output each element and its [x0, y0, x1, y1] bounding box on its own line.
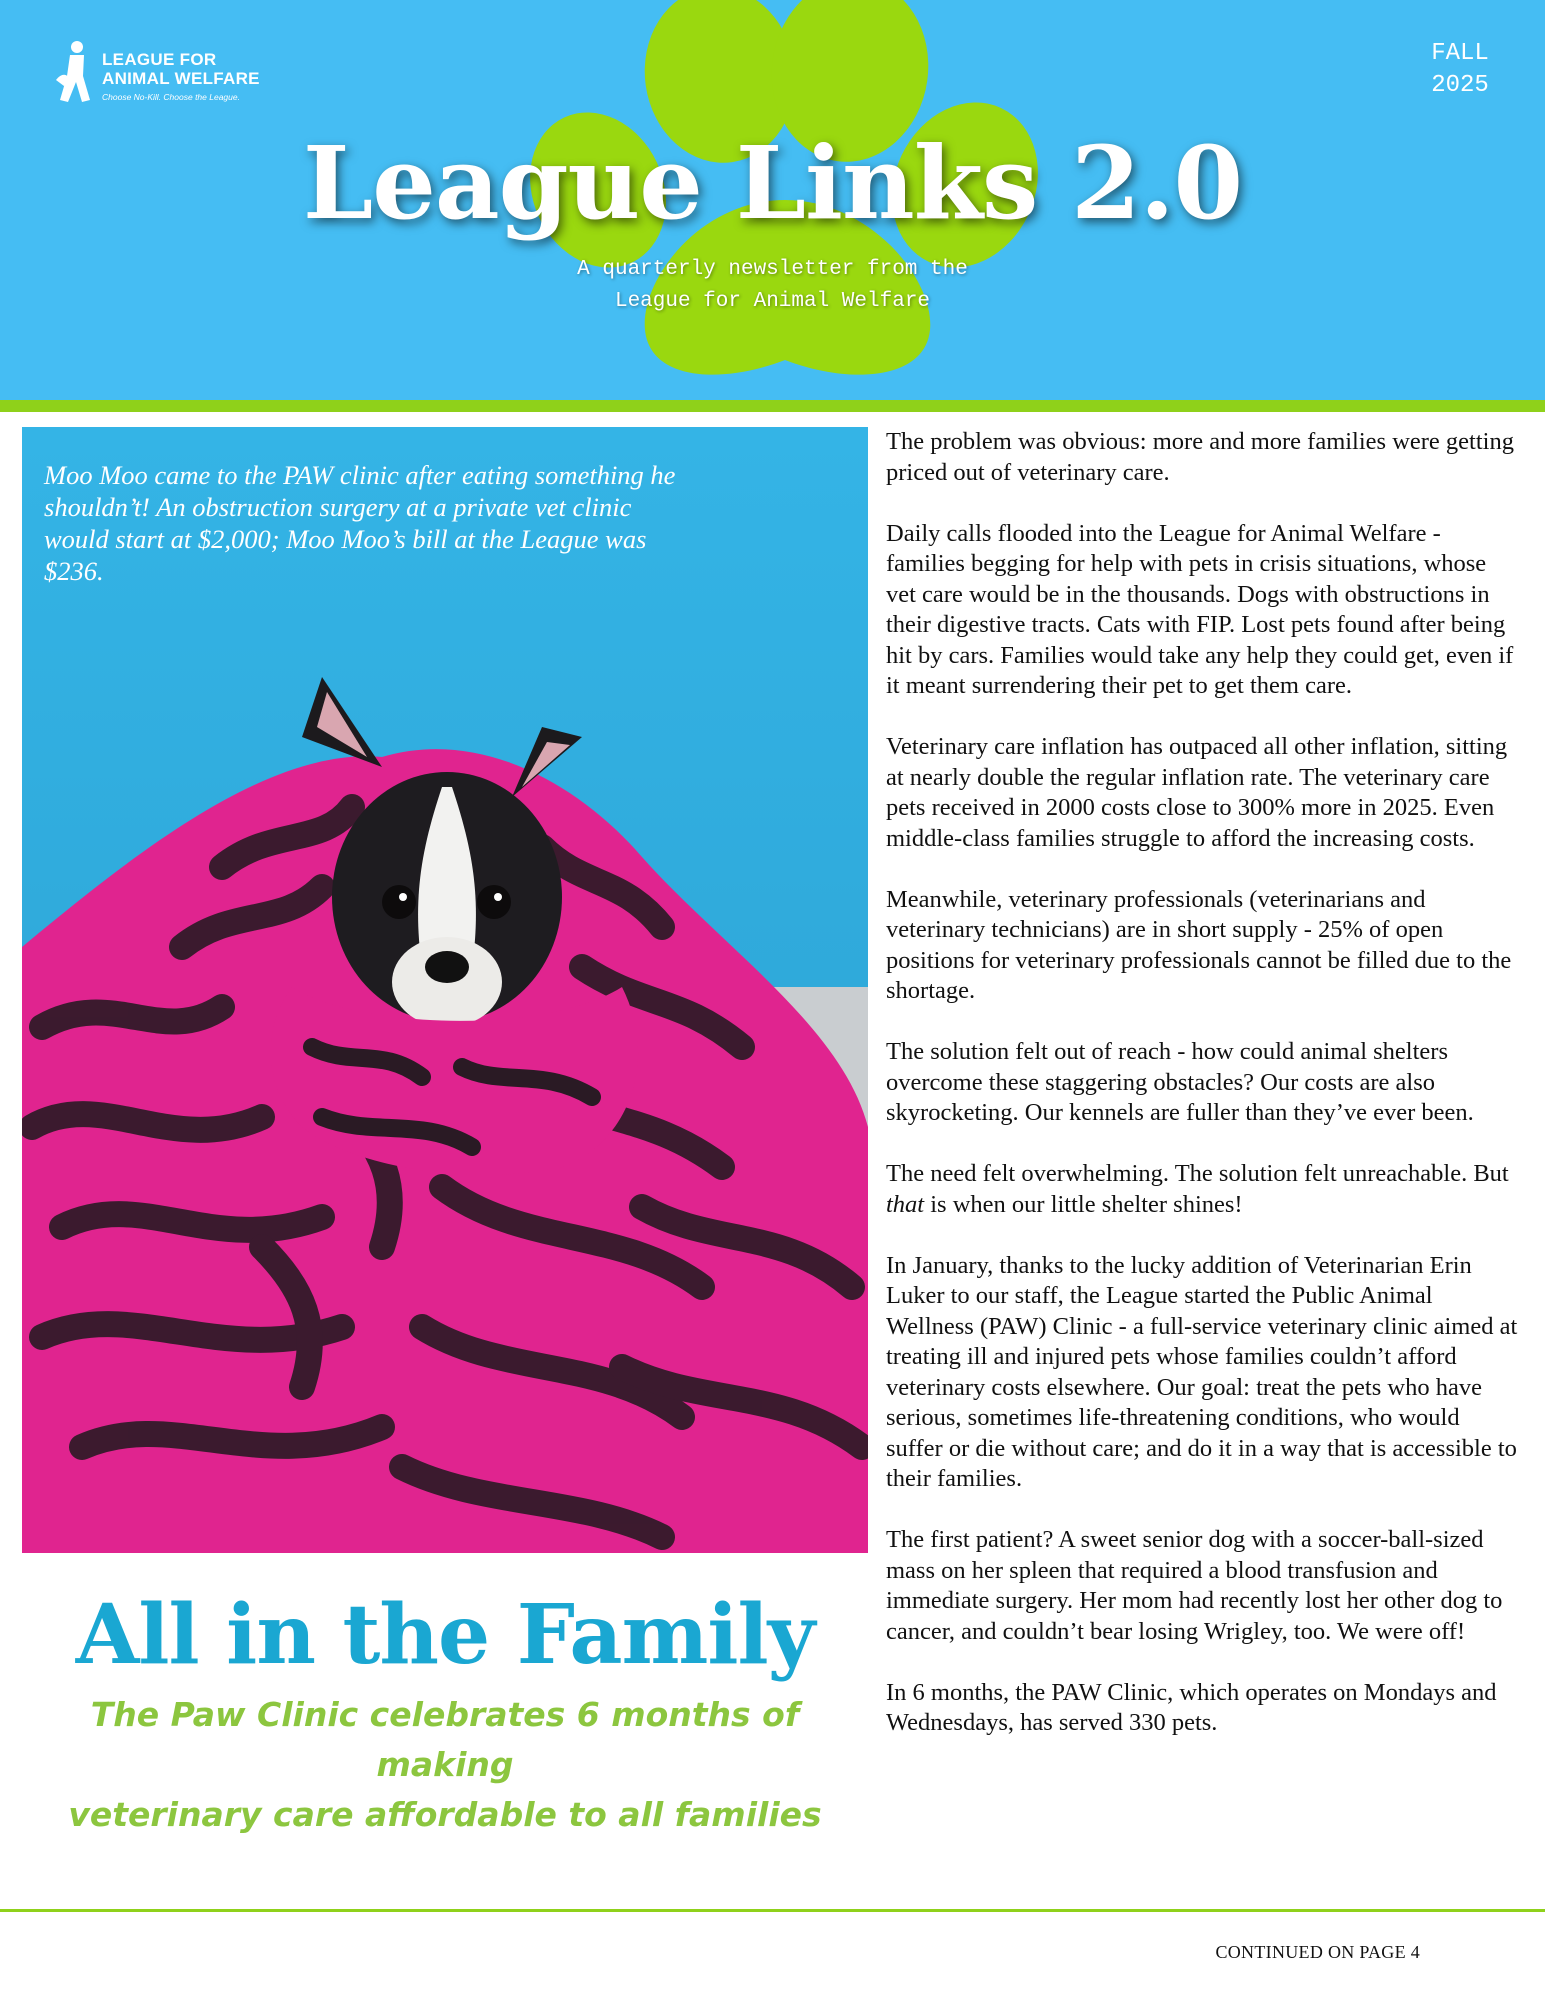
newsletter-title: League Links 2.0 [302, 124, 1243, 242]
paragraph: The solution felt out of reach - how could animal shelters overcome these staggering obstacles? Our costs are also skyrocketing. Our kennels are fuller than they’ve ever been. [886, 1038, 1474, 1126]
newsletter-tagline: A quarterly newsletter from the League for Animal Welfare [577, 258, 968, 313]
logo-name: LEAGUE FOR ANIMAL WELFARE [102, 50, 260, 88]
paragraph: The need felt overwhelming. The solution felt unreachable. But that is when our little shelter shines! [886, 1160, 1509, 1218]
running-person-logo-icon [50, 40, 98, 106]
logo-tagline: Choose No-Kill. Choose the League. [102, 92, 240, 102]
issue-season [1400, 38, 1520, 102]
masthead-banner [0, 0, 1545, 400]
feature-subhead: The Paw Clinic celebrates 6 months of making veterinary care affordable to all families [68, 1695, 822, 1834]
continued-link[interactable]: CONTINUED ON PAGE 4 [1215, 1942, 1420, 1962]
dog-photo [22, 427, 868, 1553]
feature-headline: All in the Family [75, 1587, 815, 1683]
photo-caption: Moo Moo came to the PAW clinic after eating something he shouldn’t! An obstruction surgery at a private vet clinic would start at $2,000; Moo Moo’s bill at the League was $236. [44, 460, 676, 586]
paragraph: In 6 months, the PAW Clinic, which operates on Mondays and Wednesdays, has served 330 pets. [886, 1678, 1497, 1736]
dog-in-blanket-illustration [22, 427, 868, 1553]
header-divider [0, 400, 1545, 412]
footer-divider [0, 1909, 1545, 1912]
league-logo[interactable] [50, 40, 280, 110]
article-body [886, 427, 1521, 1769]
paragraph: The problem was obvious: more and more families were getting priced out of veterinary care. [886, 428, 1514, 486]
year-label: 2025 [1431, 72, 1489, 99]
paragraph: In January, thanks to the lucky addition of Veterinarian Erin Luker to our staff, the League started the Public Animal Wellness (PAW) Clinic - a full-service veterinary clinic aimed at treating ill and injured pets whose families couldn’t afford veterinary costs elsewhere. Our goal: treat the pets who have serious, sometimes life-threatening conditions, who would suffer or die without care; and do it in a way that is accessible to their families. [886, 1251, 1518, 1492]
paragraph: Veterinary care inflation has outpaced all other inflation, sitting at nearly double the regular inflation rate. The veterinary care pets received in 2000 costs close to 300% more in 2025. Even middle-class families struggle to afford the increasing costs. [886, 733, 1508, 852]
paragraph: Meanwhile, veterinary professionals (veterinarians and veterinary technicians) are in short supply - 25% of open positions for veterinary professionals cannot be filled due to the shortage. [886, 885, 1512, 1004]
paragraph: The first patient? A sweet senior dog with a soccer-ball-sized mass on her spleen that required a blood transfusion and immediate surgery. Her mom had recently lost her other dog to cancer, and couldn’t bear losing Wrigley, too. We were off! [886, 1526, 1503, 1645]
paragraph: Daily calls flooded into the League for Animal Welfare - families begging for help with pets in crisis situations, whose vet care would be in the thousands. Dogs with obstructions in their digestive tracts. Cats with FIP. Lost pets found after being hit by cars. Families would take any help they could get, even if it meant surrendering their pet to get them care. [886, 519, 1514, 699]
season-label: FALL [1431, 40, 1489, 67]
